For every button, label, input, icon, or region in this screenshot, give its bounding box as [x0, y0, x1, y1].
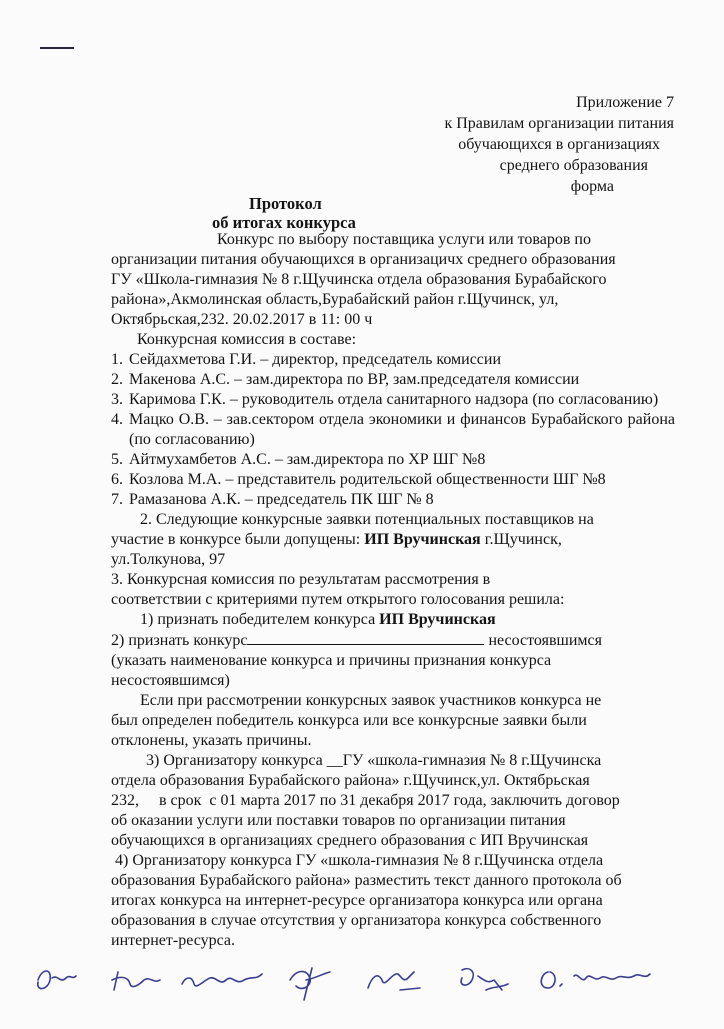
member-number: 1. [111, 351, 123, 368]
item3-line: 232, в срок с 01 марта 2017 по 31 декабря 2017 года, заключить договор [111, 792, 620, 809]
intro-line: ГУ «Школа-гимназия № 8 г.Щучинска отдела образования Бурабайского [111, 271, 607, 288]
item3-line: об оказании услуги или поставки товаров по организации питания [111, 812, 566, 829]
commission-member [111, 450, 675, 470]
document-body [111, 230, 675, 951]
member-text: Каримова Г.К. – руководитель отдела санитарного надзора (по согласованию) [129, 391, 659, 408]
item4-line: образования Бурабайского района» разместить текст данного протокола об [111, 872, 622, 889]
commission-intro: Конкурсная комиссия в составе: [137, 331, 357, 348]
decision-text: несостоявшимся [484, 632, 603, 649]
intro-line: Октябрьская,232. 20.02.2017 в 11: 00 ч [111, 311, 373, 328]
decision-note: несостоявшимся) [111, 672, 230, 689]
fill-in-blank [247, 630, 484, 645]
item4-line: интернет-ресурса. [111, 932, 235, 949]
commission-member [111, 490, 675, 510]
section3-line: соответствии с критериями путем открытого голосования решила: [111, 591, 565, 608]
document-title: Протокол [249, 194, 322, 213]
item3-line: отдела образования Бурабайского района» г.Щучинск,ул. Октябрьская [111, 772, 590, 789]
member-number: 4. [111, 411, 123, 428]
signature-3 [182, 974, 262, 986]
member-number: 3. [111, 391, 123, 408]
document-subtitle: об итогах конкурса [212, 213, 356, 232]
intro-line: организации питания обучающихся в организацичх среднего образования [111, 251, 616, 268]
item3-line: 3) Организатору конкурса __ГУ «школа-гимназия № 8 г.Щучинска [146, 752, 602, 769]
supplier-name: ИП Вручинская [364, 531, 481, 548]
decision-failed [111, 630, 675, 651]
appendix-line: форма [570, 178, 614, 195]
signature-7 [541, 972, 650, 988]
decision-winner [111, 610, 675, 630]
signatures-row [0, 950, 724, 1024]
item3-line: обучающихся в организациях среднего образования с ИП Вручинская [111, 832, 589, 849]
member-text: Айтмухамбетов А.С. – зам.директора по ХР ШГ №8 [129, 451, 486, 468]
member-text: Мацко О.В. – зав.сектором отдела экономики и финансов Бурабайского района (по согласованию) [129, 411, 675, 448]
scan-mark [40, 47, 74, 49]
section2-line: ул.Толкунова, 97 [111, 551, 226, 568]
member-text: Рамазанова А.К. – председатель ПК ШГ № 8 [129, 491, 434, 508]
member-number: 2. [111, 371, 123, 388]
decision-text: 1) признать победителем конкурса [140, 611, 380, 628]
commission-member [111, 470, 675, 490]
section2-text: г.Щучинск, [480, 531, 562, 548]
decision-note: (указать наименование конкурса и причины признания конкурса [111, 652, 552, 669]
item4-line: 4) Организатору конкурса ГУ «школа-гимназия № 8 г.Щучинска отдела [111, 852, 604, 869]
handwritten-signatures [0, 950, 724, 1024]
signature-2 [112, 972, 160, 990]
appendix-line: Приложение 7 [576, 94, 674, 111]
signature-4 [290, 968, 330, 1000]
if-clause-line: был определен победитель конкурса или все конкурсные заявки были [111, 712, 587, 729]
member-text: Козлова М.А. – представитель родительской общественности ШГ №8 [129, 471, 606, 488]
intro-line: района»,Акмолинская область,Бурабайский район г.Щучинск, ул, [111, 291, 559, 308]
item4-line: образования в случае отсутствия у организатора конкурса собственного [111, 912, 602, 929]
commission-member [111, 410, 675, 450]
section2-line: 2. Следующие конкурсные заявки потенциальных поставщиков на [140, 511, 594, 528]
decision-text: 2) признать конкурс [111, 632, 248, 649]
member-text: Макенова А.С. – зам.директора по ВР, зам.председателя комиссии [129, 371, 580, 388]
member-number: 5. [111, 451, 123, 468]
if-clause-line: Если при рассмотрении конкурсных заявок участников конкурса не [140, 692, 602, 709]
signature-6 [461, 969, 508, 990]
section3-line: 3. Конкурсная комиссия по результатам рассмотрения в [111, 571, 491, 588]
appendix-line: к Правилам организации питания [444, 115, 674, 132]
member-number: 7. [111, 491, 123, 508]
signature-5 [368, 972, 420, 990]
commission-member [111, 390, 675, 410]
commission-list [111, 350, 675, 510]
intro-line: Конкурс по выбору поставщика услуги или товаров по [217, 231, 591, 248]
appendix-header [344, 92, 674, 197]
if-clause-line: отклонены, указать причины. [111, 732, 312, 749]
appendix-line: обучающихся в организациях [458, 136, 660, 153]
signature-1 [38, 971, 76, 989]
commission-member [111, 370, 675, 390]
commission-member [111, 350, 675, 370]
winner-name: ИП Вручинская [379, 611, 496, 628]
section2-text: участие в конкурсе были допущены: [111, 531, 365, 548]
appendix-line: среднего образования [499, 157, 648, 174]
section2-line [111, 530, 675, 550]
member-text: Сейдахметова Г.И. – директор, председатель комиссии [129, 351, 502, 368]
member-number: 6. [111, 471, 123, 488]
item4-line: итогах конкурса на интернет-ресурсе организатора конкурса или органа [111, 892, 603, 909]
